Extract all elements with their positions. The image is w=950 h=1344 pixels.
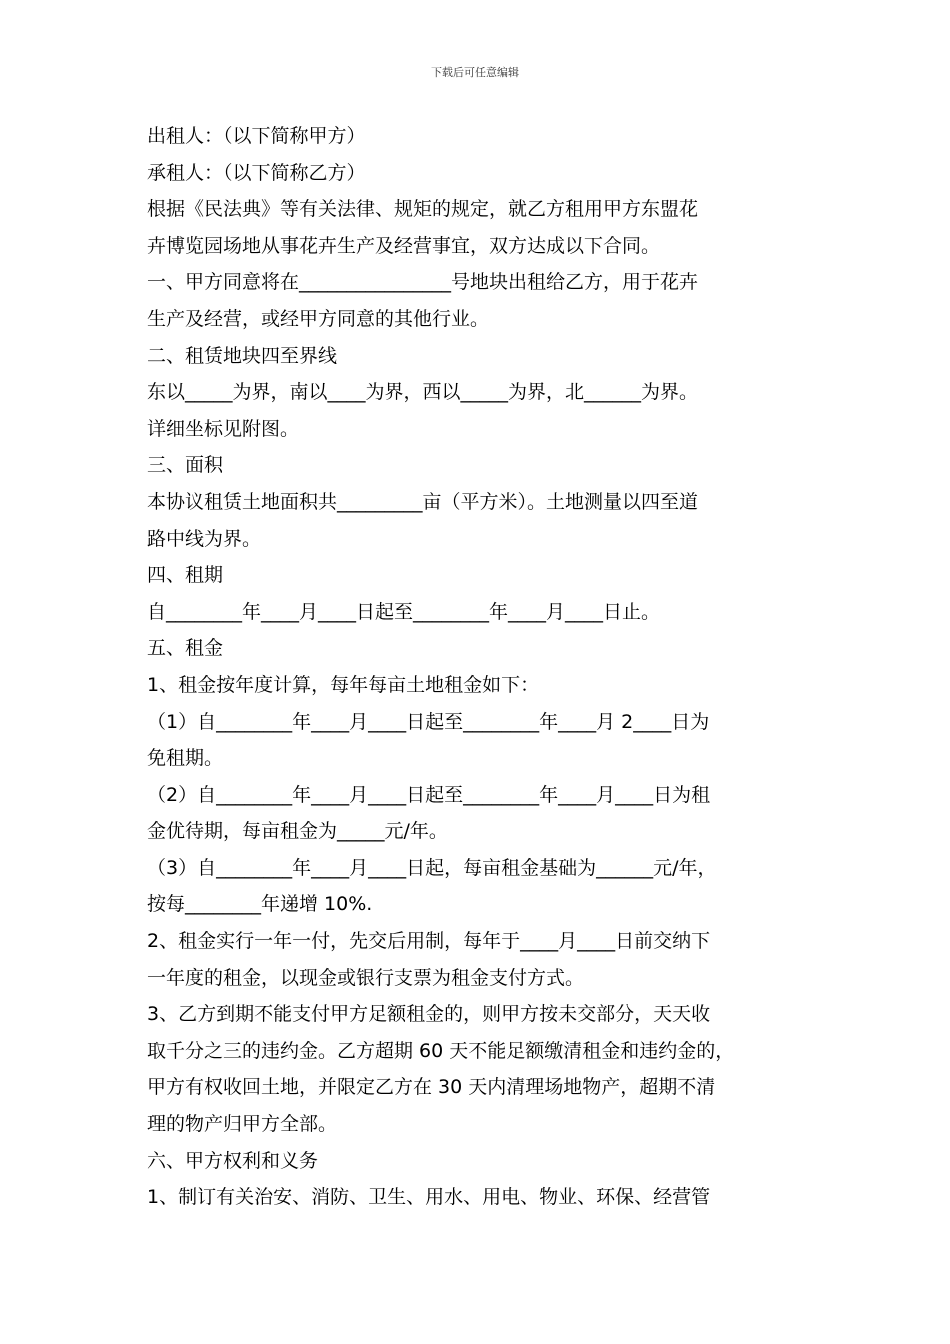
rent-item-1: 1、租金按年度计算，每年每亩土地租金如下： — [147, 673, 540, 696]
boundary-line: 东以_____为界，南以____为界，西以_____为界，北______为界。 — [147, 381, 699, 404]
term-line: 自________年____月____日起至________年____月____日止。 — [147, 600, 661, 623]
area-line-1: 本协议租赁土地面积共_________亩（平方米）。土地测量以四至道 — [147, 490, 699, 513]
section-4-heading: 四、租期 — [147, 564, 224, 587]
duty-item-1-line-1: 1、制订有关治安、消防、卫生、用水、用电、物业、环保、经营管 — [147, 1186, 711, 1209]
boundary-note: 详细坐标见附图。 — [147, 417, 300, 440]
rent-item-2-line-2: 一年度的租金，以现金或银行支票为租金支付方式。 — [147, 966, 585, 989]
rent-sub-2-line-1: （2）自________年____月____日起至________年____月____日为租 — [147, 783, 711, 806]
area-line-2: 路中线为界。 — [147, 527, 262, 550]
rent-sub-1-line-1: （1）自________年____月____日起至________年____月 2____日为 — [147, 710, 710, 733]
rent-sub-2-line-2: 金优待期，每亩租金为_____元/年。 — [147, 820, 448, 843]
rent-sub-3-line-2: 按每________年递增 10%. — [147, 893, 373, 916]
rent-item-3-line-3: 甲方有权收回土地，并限定乙方在 30 天内清理场地物产，超期不清 — [147, 1076, 716, 1099]
section-3-heading: 三、面积 — [147, 454, 224, 477]
rent-sub-1-line-2: 免租期。 — [147, 747, 224, 770]
section-5-heading: 五、租金 — [147, 637, 224, 660]
section-2-heading: 二、租赁地块四至界线 — [147, 344, 338, 367]
clause-1-line-2: 生产及经营，或经甲方同意的其他行业。 — [147, 307, 490, 330]
preamble-line-1: 根据《民法典》等有关法律、规矩的规定，就乙方租用甲方东盟花 — [147, 198, 699, 221]
rent-item-3-line-4: 理的物产归甲方全部。 — [147, 1113, 338, 1136]
rent-item-3-line-2: 取千分之三的违约金。乙方超期 60 天不能足额缴清租金和违约金的， — [147, 1039, 735, 1062]
lessor-line: 出租人：（以下简称甲方） — [147, 125, 366, 147]
page-header: 下载后可任意编辑 — [431, 66, 519, 79]
clause-1-line-1: 一、甲方同意将在________________号地块出租给乙方，用于花卉 — [147, 271, 699, 294]
lessee-line: 承租人：（以下简称乙方） — [147, 161, 366, 184]
rent-item-3-line-1: 3、乙方到期不能支付甲方足额租金的，则甲方按未交部分，天天收 — [147, 1003, 711, 1026]
preamble-line-2: 卉博览园场地从事花卉生产及经营事宜，双方达成以下合同。 — [147, 234, 661, 257]
rent-item-2-line-1: 2、租金实行一年一付，先交后用制，每年于____月____日前交纳下 — [147, 930, 711, 953]
section-6-heading: 六、甲方权利和义务 — [147, 1149, 319, 1172]
contract-body — [147, 118, 807, 1216]
rent-sub-3-line-1: （3）自________年____月____日起，每亩租金基础为______元/年， — [147, 856, 717, 879]
